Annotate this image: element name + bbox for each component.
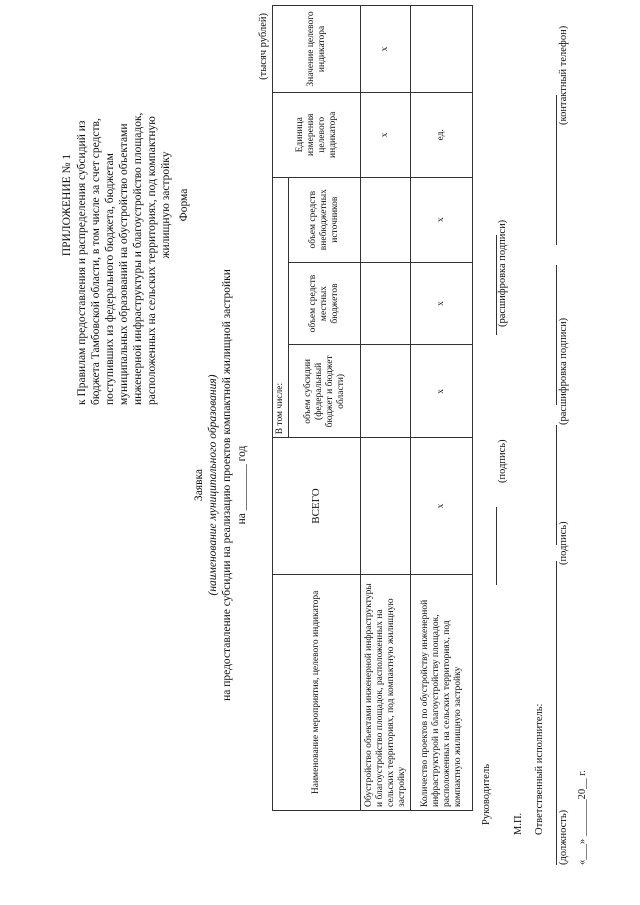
request-title: Заявка bbox=[193, 468, 205, 502]
row-federal bbox=[361, 345, 411, 438]
row-unit: ед. bbox=[411, 92, 473, 177]
row-value bbox=[411, 6, 473, 93]
row-federal: x bbox=[411, 345, 473, 438]
row-extra bbox=[361, 177, 411, 262]
appendix-block bbox=[60, 5, 173, 405]
row-local bbox=[361, 262, 411, 345]
signature-hint: (подпись) bbox=[497, 439, 508, 483]
appendix-line: расположенных на сельских территориях, под компактную bbox=[146, 116, 158, 405]
row-total: x bbox=[411, 438, 473, 575]
phone-line bbox=[556, 95, 557, 245]
position-hint: (должность) bbox=[558, 809, 569, 865]
header-name: Наименование мероприятия, целевого индикатора bbox=[273, 574, 361, 810]
executor-signature-hint: (подпись) bbox=[558, 521, 569, 565]
head-label: Руководитель bbox=[481, 764, 492, 825]
header-total: ВСЕГО bbox=[273, 438, 361, 575]
row-extra: x bbox=[411, 177, 473, 262]
appendix-line: к Правилам предоставления и распределения субсидий из bbox=[76, 120, 88, 405]
header-including: В том числе: bbox=[273, 177, 289, 438]
row-total bbox=[361, 438, 411, 575]
form-label: Форма bbox=[178, 188, 190, 222]
request-heading bbox=[192, 165, 249, 805]
executor-label: Ответственный исполнитель: bbox=[534, 703, 545, 835]
phone-hint: (контактный телефон) bbox=[558, 25, 569, 125]
row-local: x bbox=[411, 262, 473, 345]
year-line: на ________ год bbox=[236, 445, 248, 525]
units-label: (тысяч рублей) bbox=[258, 13, 269, 80]
row-name: Количество проектов по обустройству инженерной инфраструктурой и благоустройству площадок, расположенных на сельских территориях, под компактную жилищную застройку bbox=[411, 574, 473, 810]
appendix-line: муниципальных образований на обустройство объектами bbox=[118, 123, 130, 405]
appendix-line: поступивших из федерального бюджета, бюджетам bbox=[104, 153, 116, 405]
header-sub-federal: объем субсидии (федеральный бюджет и бюджет области) bbox=[289, 345, 361, 438]
request-purpose: на предоставление субсидии на реализацию проектов компактной жилищной застройки bbox=[221, 269, 233, 701]
executor-decoding-line bbox=[556, 265, 557, 405]
header-sub-extra: объем средств внебюджетных источников bbox=[289, 177, 361, 262]
request-table bbox=[272, 5, 473, 811]
table-row bbox=[361, 6, 411, 811]
decoding-hint: (расшифровка подписи) bbox=[497, 219, 508, 327]
executor-signature-line bbox=[556, 425, 557, 545]
appendix-line: инженерной инфраструктуры и благоустройство площадок, bbox=[132, 112, 144, 405]
table-row bbox=[411, 6, 473, 811]
signature-line bbox=[496, 507, 497, 585]
seal-label: М.П. bbox=[513, 812, 524, 835]
appendix-line: бюджета Тамбовской области, в том числе за счет средств, bbox=[90, 118, 102, 405]
row-name: Обустройство объектами инженерной инфраструктуры и благоустройство площадок, расположенных на сельских территориях, под компактную жилищную застройку bbox=[361, 574, 411, 810]
header-unit: Единица измерения целевого индикатора bbox=[273, 92, 361, 177]
header-value: Значение целевого индикатора bbox=[273, 6, 361, 93]
header-sub-local: объем средств местных бюджетов bbox=[289, 262, 361, 345]
row-value: x bbox=[361, 6, 411, 93]
municipality-hint: (наименование муниципального образования) bbox=[207, 374, 219, 596]
date-line: «___» _______20__ г. bbox=[577, 770, 588, 865]
row-unit: x bbox=[361, 92, 411, 177]
appendix-line: жилищную застройку bbox=[160, 151, 172, 259]
executor-decoding-hint: (расшифровка подписи) bbox=[558, 317, 569, 425]
appendix-title: ПРИЛОЖЕНИЕ № 1 bbox=[61, 153, 73, 257]
position-line bbox=[556, 561, 557, 865]
